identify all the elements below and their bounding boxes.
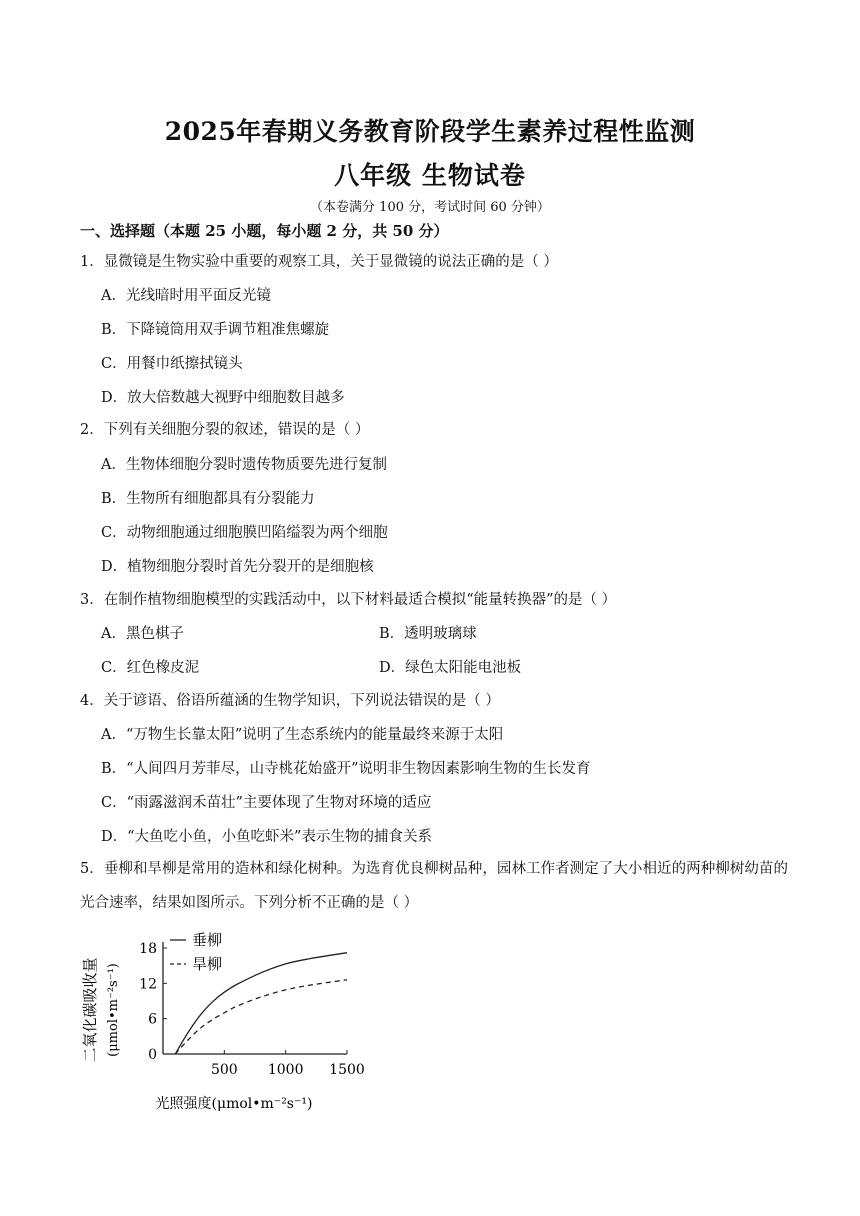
question-4-stem: 4．关于谚语、俗语所蕴涵的生物学知识，下列说法错误的是（ ） [80, 693, 500, 709]
chart-y-axis-label: 二氧化碳吸收量 [81, 957, 99, 1063]
y-tick-label: 18 [139, 941, 157, 957]
question-2-option-a: A．生物体细胞分裂时遗传物质要先进行复制 [101, 457, 387, 473]
question-3-stem: 3．在制作植物细胞模型的实践活动中，以下材料最适合模拟“能量转换器”的是（ ） [80, 592, 617, 608]
question-3-option-c: C．红色橡皮泥 [101, 660, 200, 676]
series-line-hanliu [175, 980, 347, 1054]
chart-legend [170, 931, 222, 973]
section-heading: 一、选择题（本题 25 小题，每小题 2 分，共 50 分） [80, 222, 449, 240]
question-4-option-d: D．“大鱼吃小鱼，小鱼吃虾米”表示生物的捕食关系 [101, 829, 432, 845]
question-1-option-b: B．下降镜筒用双手调节粗准焦螺旋 [101, 322, 330, 338]
y-tick-label: 6 [148, 1011, 157, 1028]
x-tick-label: 1500 [329, 1062, 365, 1078]
question-3-option-a: A．黑色棋子 [101, 626, 184, 642]
question-1-option-d: D．放大倍数越大视野中细胞数目越多 [101, 390, 345, 406]
question-2-option-d: D．植物细胞分裂时首先分裂开的是细胞核 [101, 559, 374, 575]
question-4-option-b: B．“人间四月芳菲尽，山寺桃花始盛开”说明非生物因素影响生物的生长发育 [101, 761, 591, 777]
exam-title: 2025年春期义务教育阶段学生素养过程性监测 [164, 117, 696, 146]
question-5-stem: 5．垂柳和旱柳是常用的造林和绿化树种。为选育优良柳树品种，园林工作者测定了大小相近的两种柳树幼苗的光合速率，结果如图所示。下列分析不正确的是（ ） [80, 861, 788, 911]
question-4-option-a: A．“万物生长靠太阳”说明了生态系统内的能量最终来源于太阳 [101, 727, 504, 743]
question-3-option-b: B．透明玻璃球 [379, 626, 477, 642]
exam-note: （本卷满分 100 分，考试时间 60 分钟） [310, 200, 550, 215]
question-1-option-a: A．光线暗时用平面反光镜 [101, 288, 271, 304]
exam-subtitle: 八年级 生物试卷 [334, 161, 526, 190]
question-2-option-b: B．生物所有细胞都具有分裂能力 [101, 491, 315, 507]
y-tick-label: 0 [148, 1047, 157, 1063]
question-1-stem: 1．显微镜是生物实验中重要的观察工具，关于显微镜的说法正确的是（ ） [80, 254, 558, 270]
x-tick-label: 1000 [267, 1062, 304, 1078]
question-2-option-c: C．动物细胞通过细胞膜凹陷缢裂为两个细胞 [101, 525, 388, 541]
legend-label: 垂柳 [192, 931, 223, 949]
question-2-stem: 2．下列有关细胞分裂的叙述，错误的是（ ） [80, 422, 370, 438]
x-tick-label: 500 [210, 1062, 238, 1078]
question-1-option-c: C．用餐巾纸擦拭镜头 [101, 356, 243, 372]
chart-y-axis-unit: (μmol•m⁻²s⁻¹) [106, 963, 121, 1057]
question-4-option-c: C．“雨露滋润禾苗壮”主要体现了生物对环境的适应 [101, 795, 432, 811]
question-3-option-d: D．绿色太阳能电池板 [379, 660, 522, 676]
legend-label: 旱柳 [192, 955, 223, 973]
y-tick-label: 12 [139, 976, 157, 993]
chart-x-axis-label: 光照强度(μmol•m⁻²s⁻¹) [155, 1096, 313, 1112]
photosynthesis-chart [74, 922, 384, 1122]
